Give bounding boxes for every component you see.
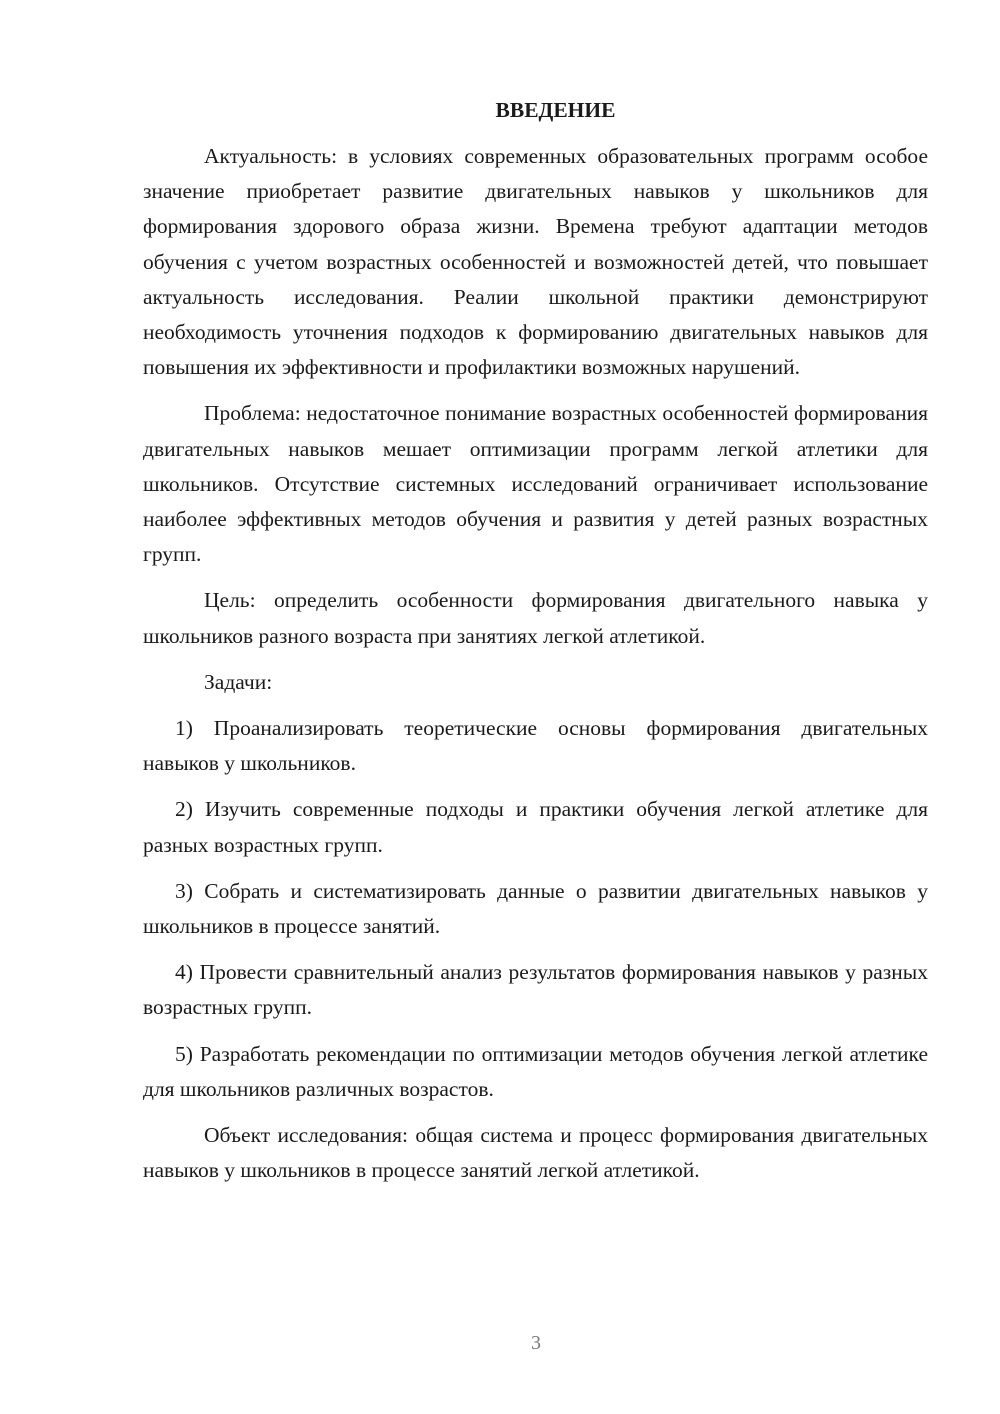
task-item-4: 4) Провести сравнительный анализ результатов формирования навыков у разных возрастных групп. [143, 960, 928, 1020]
document-page [143, 93, 928, 1199]
page-title: ВВЕДЕНИЕ [495, 98, 616, 122]
task-item-3: 3) Собрать и систематизировать данные о развитии двигательных навыков у школьников в процессе занятий. [143, 878, 928, 939]
task-item-1: 1) Проанализировать теоретические основы формирования двигательных навыков у школьников. [143, 716, 928, 776]
paragraph-relevance: Актуальность: в условиях современных образовательных программ особое значение приобретает развитие двигательных навыков у школьников для формирования здорового образа жизни. Времена требуют адаптации методов обучения с учетом возрастных особенностей и возможностей детей, что повышает актуальность исследования. Реалии школьной практики демонстрируют необходимость уточнения подходов к формированию двигательных навыков для повышения их эффективности и профилактики возможных нарушений. [143, 144, 928, 380]
task-item-5: 5) Разработать рекомендации по оптимизации методов обучения легкой атлетике для школьников различных возрастов. [143, 1041, 928, 1101]
tasks-heading: Задачи: [204, 669, 273, 694]
paragraph-problem: Проблема: недостаточное понимание возрастных особенностей формирования двигательных навыков мешает оптимизации программ легкой атлетики для школьников. Отсутствие системных исследований ограничивает использование наиболее эффективных методов обучения и развития у детей разных возрастных групп. [143, 401, 928, 567]
page-number: 3 [531, 1332, 541, 1354]
paragraph-goal: Цель: определить особенности формирования двигательного навыка у школьников разного возраста при занятиях легкой атлетикой. [143, 588, 928, 648]
paragraph-object: Объект исследования: общая система и процесс формирования двигательных навыков у школьников в процессе занятий легкой атлетикой. [143, 1123, 928, 1183]
task-item-2: 2) Изучить современные подходы и практики обучения легкой атлетике для разных возрастных групп. [143, 797, 928, 857]
